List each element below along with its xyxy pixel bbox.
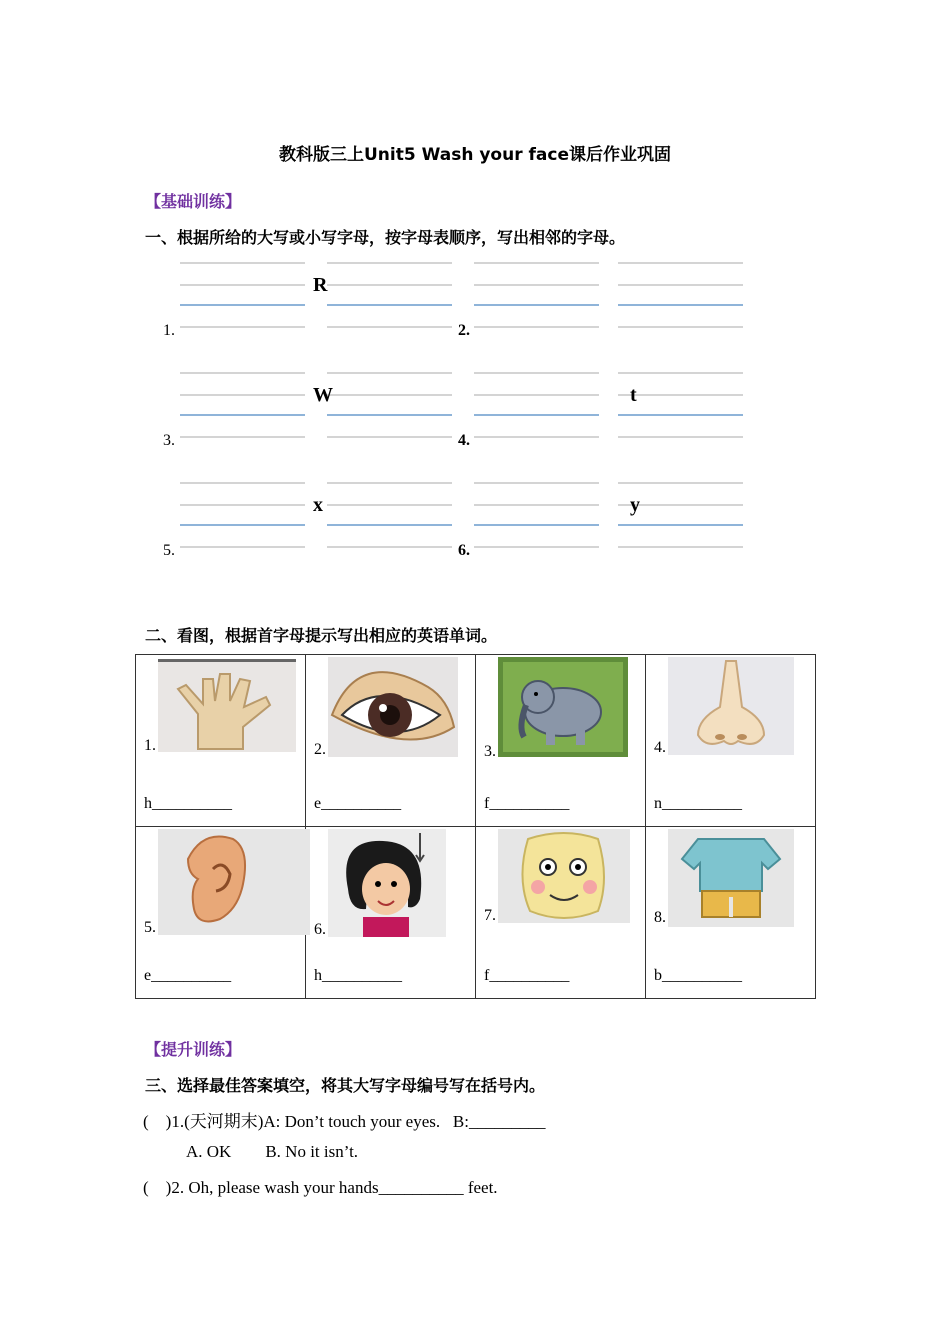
answer-blank[interactable]: e__________	[314, 795, 402, 812]
writing-line	[327, 372, 452, 374]
hand-icon	[158, 659, 296, 752]
writing-line	[618, 262, 743, 264]
answer-blank[interactable]: n__________	[654, 795, 742, 812]
writing-line	[618, 284, 743, 286]
writing-line	[474, 304, 599, 306]
writing-line	[618, 372, 743, 374]
answer-blank[interactable]: h__________	[144, 795, 232, 812]
writing-line	[618, 482, 743, 484]
table-cell-7	[476, 827, 646, 999]
writing-line	[180, 262, 305, 264]
elephant-icon	[498, 657, 628, 757]
writing-line	[327, 414, 452, 416]
writing-line	[327, 482, 452, 484]
writing-line	[474, 326, 599, 328]
writing-line	[474, 414, 599, 416]
answer-blank[interactable]: f__________	[484, 967, 570, 984]
item-number: 3.	[163, 432, 175, 449]
table-cell-1	[136, 655, 306, 827]
writing-line	[327, 326, 452, 328]
writing-line	[618, 524, 743, 526]
writing-line	[474, 394, 599, 396]
nose-icon	[668, 657, 794, 755]
eye-icon	[328, 657, 458, 757]
given-letter: W	[313, 384, 333, 406]
table-cell-3	[476, 655, 646, 827]
writing-line	[618, 414, 743, 416]
writing-line	[180, 546, 305, 548]
writing-line	[474, 372, 599, 374]
writing-line	[180, 304, 305, 306]
writing-line	[180, 372, 305, 374]
question-2: ( )2. Oh, please wash your hands__________ feet.	[143, 1178, 498, 1197]
part1-heading: 一、根据所给的大写或小写字母，按字母表顺序，写出相邻的字母。	[145, 228, 626, 247]
table-cell-5	[136, 827, 306, 999]
cell-number: 8.	[654, 909, 666, 926]
cell-number: 4.	[654, 739, 666, 756]
item-number: 2.	[458, 322, 470, 339]
given-letter: t	[630, 384, 637, 406]
writing-line	[474, 546, 599, 548]
writing-line	[327, 524, 452, 526]
given-letter: y	[630, 494, 640, 516]
writing-line	[327, 394, 452, 396]
item-number: 5.	[163, 542, 175, 559]
picture-word-table	[135, 654, 816, 999]
answer-blank[interactable]: f__________	[484, 795, 570, 812]
cell-number: 5.	[144, 919, 156, 936]
writing-line	[180, 436, 305, 438]
cell-number: 7.	[484, 907, 496, 924]
writing-line	[474, 504, 599, 506]
writing-line	[618, 546, 743, 548]
writing-line	[327, 436, 452, 438]
writing-line	[180, 414, 305, 416]
writing-line	[180, 326, 305, 328]
writing-line	[327, 546, 452, 548]
section-basic-label: 【基础训练】	[145, 192, 242, 211]
writing-line	[327, 504, 452, 506]
question-1-options: A. OK B. No it isn’t.	[186, 1142, 359, 1161]
ear-icon	[158, 829, 310, 935]
part2-heading: 二、看图，根据首字母提示写出相应的英语单词。	[145, 626, 498, 645]
girl-hair-icon	[328, 829, 446, 937]
part3-heading: 三、选择最佳答案填空，将其大写字母编号写在括号内。	[145, 1076, 546, 1095]
item-number: 4.	[458, 432, 470, 449]
table-cell-4	[646, 655, 816, 827]
writing-line	[474, 482, 599, 484]
question-1: ( )1.(天河期末)A: Don’t touch your eyes. B:_________	[143, 1112, 546, 1131]
given-letter: x	[313, 494, 323, 516]
body-icon	[668, 829, 794, 927]
table-cell-8	[646, 827, 816, 999]
writing-line	[474, 284, 599, 286]
writing-line	[618, 304, 743, 306]
writing-line	[474, 436, 599, 438]
answer-blank[interactable]: h__________	[314, 967, 402, 984]
given-letter: R	[313, 274, 328, 296]
cell-number: 3.	[484, 743, 496, 760]
answer-blank[interactable]: e__________	[144, 967, 232, 984]
writing-line	[180, 482, 305, 484]
writing-line	[180, 394, 305, 396]
writing-line	[474, 524, 599, 526]
writing-line	[180, 524, 305, 526]
writing-line	[327, 284, 452, 286]
answer-blank[interactable]: b__________	[654, 967, 742, 984]
cell-number: 6.	[314, 921, 326, 938]
item-number: 1.	[163, 322, 175, 339]
table-cell-6	[306, 827, 476, 999]
writing-line	[618, 436, 743, 438]
writing-line	[618, 326, 743, 328]
writing-line	[180, 504, 305, 506]
writing-line	[327, 262, 452, 264]
table-cell-2	[306, 655, 476, 827]
cell-number: 2.	[314, 741, 326, 758]
cell-number: 1.	[144, 737, 156, 754]
page-title: 教科版三上Unit5 Wash your face课后作业巩固	[278, 145, 671, 165]
section-advanced-label: 【提升训练】	[145, 1040, 242, 1059]
writing-line	[474, 262, 599, 264]
writing-line	[327, 304, 452, 306]
writing-line	[180, 284, 305, 286]
item-number: 6.	[458, 542, 470, 559]
face-icon	[498, 829, 630, 923]
